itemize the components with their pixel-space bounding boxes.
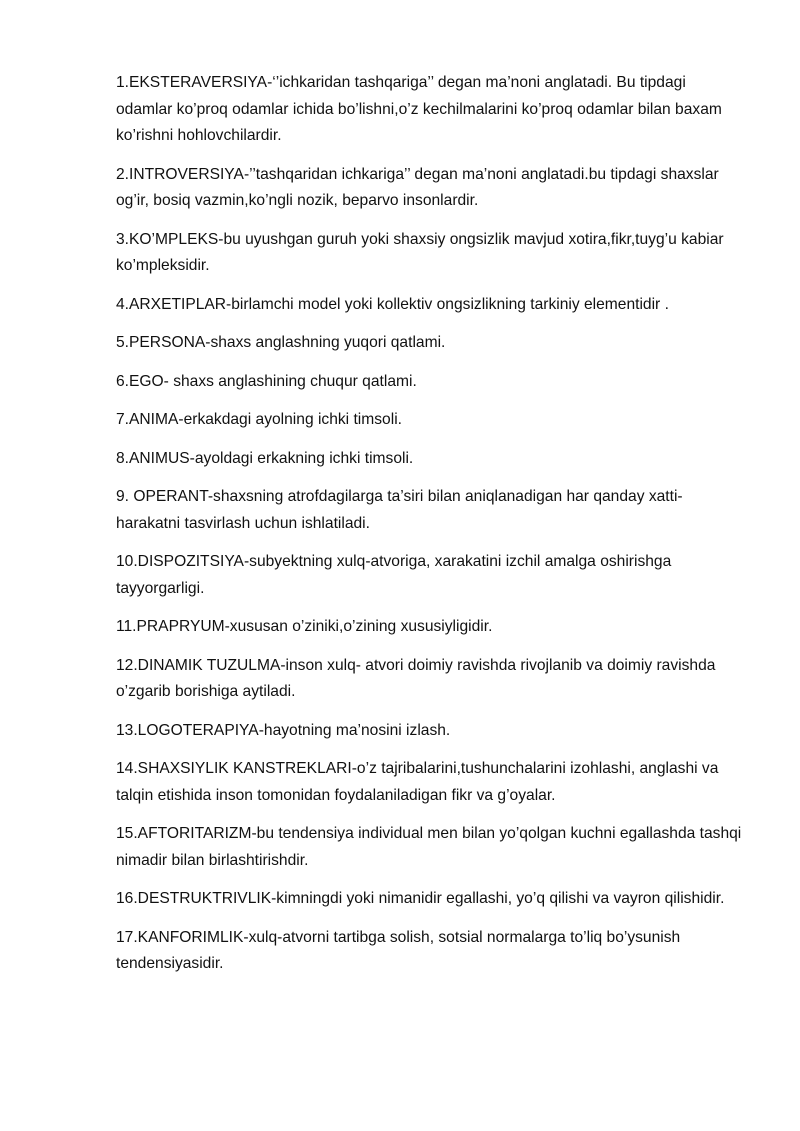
list-item: 16.DESTRUKTRIVLIK-kimningdi yoki nimanidir egallashi, yo’q qilishi va vayron qilishidir. (116, 890, 725, 907)
list-item: 2.INTROVERSIYA-’’tashqaridan ichkariga’’ degan ma’noni anglatadi.bu tipdagi shaxslar og’ir, bosiq vazmin,ko’ngli nozik, beparvo insonlardir. (116, 165, 719, 209)
list-item: 10.DISPOZITSIYA-subyektning xulq-atvoriga, xarakatini izchil amalga oshirishga tayyorgarligi. (116, 553, 672, 597)
list-item: 12.DINAMIK TUZULMA-inson xulq- atvori doimiy ravishda rivojlanib va doimiy ravishda o’zgarib borishiga aytiladi. (116, 656, 716, 700)
list-item: 13.LOGOTERAPIYA-hayotning ma’nosini izlash. (116, 721, 451, 739)
list-item: 9. OPERANT-shaxsning atrofdagilarga ta’siri bilan aniqlanadigan har qanday xatti-harakatni tasvirlash uchun ishlatiladi. (116, 488, 683, 532)
list-item: 6.EGO- shaxs anglashining chuqur qatlami. (116, 372, 417, 390)
list-item: 11.PRAPRYUM-xususan o’ziniki,o’zining xususiyligidir. (116, 618, 493, 635)
list-item: 15.AFTORITARIZM-bu tendensiya individual men bilan yo’qolgan kuchni egallashda tashqi nimadir bilan birlashtirishdir. (116, 825, 742, 869)
list-item: 3.KO’MPLEKS-bu uyushgan guruh yoki shaxsiy ongsizlik mavjud xotira,fikr,tuyg’u kabiar ko’mpleksidir. (116, 230, 724, 274)
list-item: 1.EKSTERAVERSIYA-‘’ichkaridan tashqariga’’ degan ma’noni anglatadi. Bu tipdagi odamlar ko’proq odamlar ichida bo’lishni,o’z kechilmalarini ko’proq odamlar bilan baxam ko’rishni hohlovchilardir. (116, 74, 722, 144)
list-item: 8.ANIMUS-ayoldagi erkakning ichki timsoli. (116, 449, 414, 467)
list-item: 14.SHAXSIYLIK KANSTREKLARI-o’z tajribalarini,tushunchalarini izohlashi, anglashi va talqin etishida inson tomonidan foydalaniladigan fikr va g’oyalar. (116, 760, 719, 804)
list-item: 17.KANFORIMLIK-xulq-atvorni tartibga solish, sotsial normalarga to’liq bo’ysunish tendensiyasidir. (116, 928, 681, 972)
list-item: 5.PERSONA-shaxs anglashning yuqori qatlami. (116, 334, 446, 351)
list-item: 4.ARXETIPLAR-birlamchi model yoki kollektiv ongsizlikning tarkiniy elementidir . (116, 295, 669, 313)
list-item: 7.ANIMA-erkakdagi ayolning ichki timsoli. (116, 411, 402, 428)
document-page (116, 70, 746, 990)
